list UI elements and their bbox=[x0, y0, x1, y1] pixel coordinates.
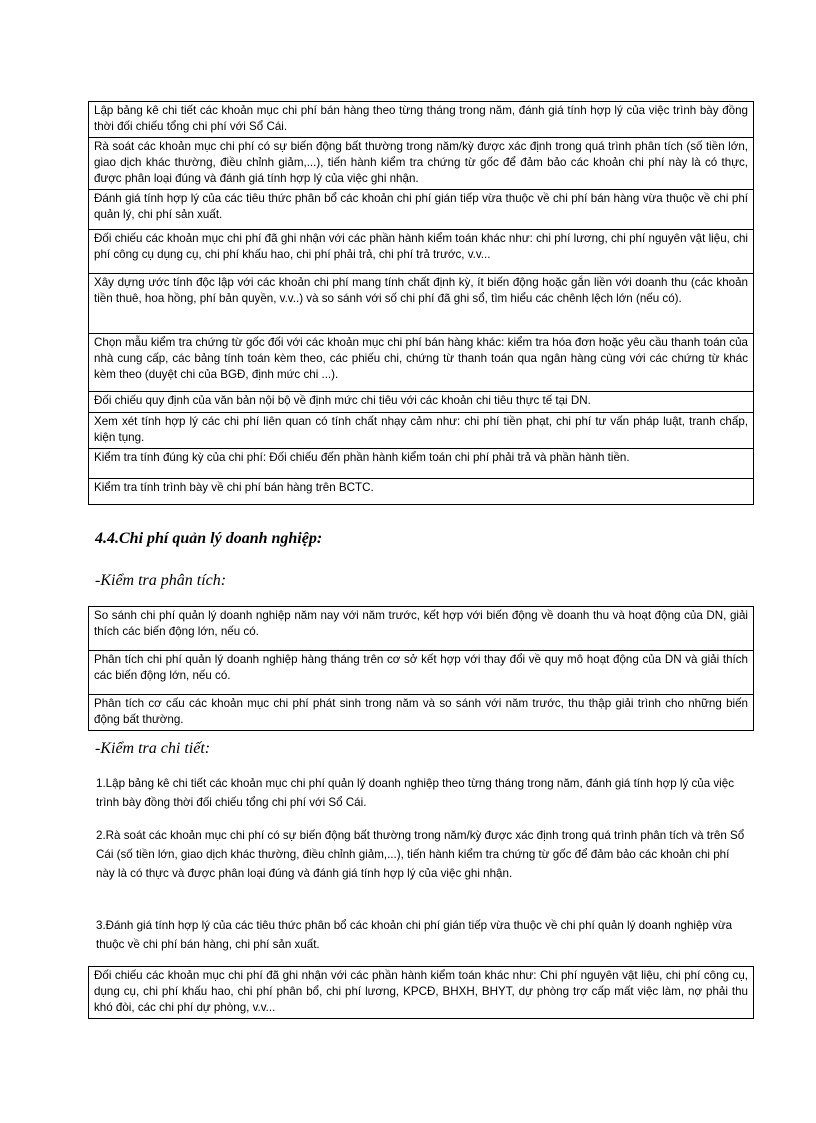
table-row bbox=[89, 413, 754, 449]
table-row bbox=[89, 230, 754, 274]
paragraph: 2.Rà soát các khoản mục chi phí có sự biến động bất thường trong năm/kỳ được xác định trong quá trình phân tích và trên Sổ Cái (số tiền lớn, giao dịch khác thường, điều chỉnh giảm,...), tiến hành kiểm tra chứng từ gốc để đảm bảo các khoản chi phí này là có thực và được phân loại đúng và đánh giá tính hợp lý của việc ghi nhận. bbox=[96, 829, 745, 880]
table-cell: Đối chiếu các khoản mục chi phí đã ghi nhận với các phần hành kiểm toán khác như: Chi phí nguyên vật liệu, chi phí công cụ, dụng cụ, chi phí khấu hao, chi phí phân bổ, chi phí lương, KPCĐ, BHXH, BHYT, dự phòng trợ cấp mất việc làm, nợ phải thu khó đòi, các chi phí dự phòng, v.v... bbox=[89, 967, 754, 1019]
table-cell: Rà soát các khoản mục chi phí có sự biến động bất thường trong năm/kỳ được xác định trong quá trình phân tích (số tiền lớn, giao dịch khác thường, điều chỉnh giảm,...), tiến hành kiểm tra chứng từ gốc để đảm bảo các khoản chi phí này là có thực, được phân loại đúng và đánh giá tính hợp lý của việc ghi nhận. bbox=[89, 138, 754, 190]
subheading-analysis: -Kiểm tra phân tích: bbox=[95, 572, 227, 589]
table-row bbox=[89, 695, 754, 731]
section-heading: 4.4.Chi phí quản lý doanh nghiệp: bbox=[95, 530, 323, 547]
paragraph: 1.Lập bảng kê chi tiết các khoản mục chi phí quản lý doanh nghiệp theo từng tháng trong năm, đánh giá tính hợp lý của việc trình bày đồng thời đối chiếu tổng chi phí với Sổ Cái. bbox=[96, 777, 734, 809]
table-row bbox=[89, 479, 754, 505]
table-cell: Kiểm tra tính trình bày về chi phí bán hàng trên BCTC. bbox=[89, 479, 754, 505]
table-cell: Đánh giá tính hợp lý của các tiêu thức phân bổ các khoản chi phí gián tiếp vừa thuộc về chi phí bán hàng vừa thuộc về chi phí quản lý, chi phí sản xuất. bbox=[89, 190, 754, 230]
table-cell: Chọn mẫu kiểm tra chứng từ gốc đối với các khoản mục chi phí bán hàng khác: kiểm tra hóa đơn hoặc yêu cầu thanh toán của nhà cung cấp, các bảng tính toán kèm theo, các phiếu chi, chứng từ thanh toán qua ngân hàng cùng với các chứng từ khác kèm theo (duyệt chi của BGĐ, định mức chi ...). bbox=[89, 334, 754, 392]
table-cell: Lập bảng kê chi tiết các khoản mục chi phí bán hàng theo từng tháng trong năm, đánh giá tính hợp lý của việc trình bày đồng thời đối chiếu tổng chi phí với Sổ Cái. bbox=[89, 102, 754, 138]
paragraph: 3.Đánh giá tính hợp lý của các tiêu thức phân bổ các khoản chi phí gián tiếp vừa thuộc về chi phí quản lý doanh nghiệp vừa thuộc về chi phí bán hàng, chi phí sản xuất. bbox=[96, 919, 733, 951]
table-row bbox=[89, 334, 754, 392]
table-cell: Kiểm tra tính đúng kỳ của chi phí: Đối chiếu đến phần hành kiểm toán chi phí phải trả và phần hành tiền. bbox=[89, 449, 754, 479]
table-cell: Xem xét tính hợp lý các chi phí liên quan có tính chất nhạy cảm như: chi phí tiền phạt, chi phí tư vấn pháp luật, tranh chấp, kiện tụng. bbox=[89, 413, 754, 449]
admin-expense-detail-table bbox=[88, 966, 754, 1019]
table-row bbox=[89, 967, 754, 1019]
table-row bbox=[89, 102, 754, 138]
table-row bbox=[89, 392, 754, 413]
table-cell: Xây dựng ước tính độc lập với các khoản chi phí mang tính chất định kỳ, ít biến động hoặc gắn liền với doanh thu (các khoản tiền thuê, hoa hồng, phí bản quyền, v.v..) và so sánh với số chi phí đã ghi sổ, tìm hiểu các chênh lệch lớn (nếu có). bbox=[89, 274, 754, 334]
table-row bbox=[89, 607, 754, 651]
admin-expense-analysis-table bbox=[88, 606, 754, 731]
table-row bbox=[89, 274, 754, 334]
table-row bbox=[89, 138, 754, 190]
table-cell: Đối chiếu các khoản mục chi phí đã ghi nhận với các phần hành kiểm toán khác như: chi phí lương, chi phí nguyên vật liệu, chi phí công cụ dụng cụ, chi phí khấu hao, chi phí phải trả, chi phí trả trước, v.v... bbox=[89, 230, 754, 274]
table-cell: So sánh chi phí quản lý doanh nghiệp năm nay với năm trước, kết hợp với biến động về doanh thu và hoạt động của DN, giải thích các biến động lớn, nếu có. bbox=[89, 607, 754, 651]
table-cell: Phân tích chi phí quản lý doanh nghiệp hàng tháng trên cơ sở kết hợp với thay đổi về quy mô hoạt động của DN và giải thích các biến động lớn, nếu có. bbox=[89, 651, 754, 695]
table-cell: Phân tích cơ cấu các khoản mục chi phí phát sinh trong năm và so sánh với năm trước, thu thập giải trình cho những biến động bất thường. bbox=[89, 695, 754, 731]
table-row bbox=[89, 449, 754, 479]
table-row bbox=[89, 651, 754, 695]
subheading-detail: -Kiểm tra chi tiết: bbox=[95, 740, 211, 757]
selling-expense-procedures-table bbox=[88, 101, 754, 505]
table-cell: Đối chiếu quy định của văn bản nội bộ về định mức chi tiêu với các khoản chi tiêu thực tế tại DN. bbox=[89, 392, 754, 413]
table-row bbox=[89, 190, 754, 230]
